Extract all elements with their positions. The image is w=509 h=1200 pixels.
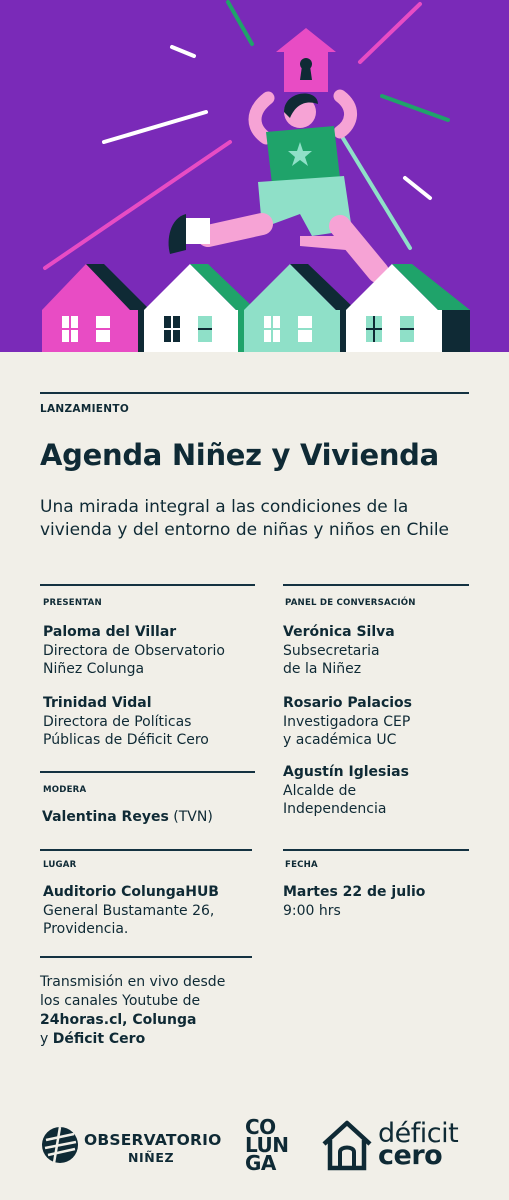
fecha-divider — [283, 849, 469, 851]
stream-info — [40, 973, 270, 1049]
panelist-3 — [283, 763, 409, 819]
observatorio-name: OBSERVATORIO — [84, 1131, 222, 1149]
panelist-role: Alcalde de — [283, 782, 357, 799]
colunga-line: LUN — [245, 1133, 289, 1157]
venue-city: Providencia. — [43, 921, 129, 937]
fecha-label: FECHA — [285, 860, 318, 870]
event-subtitle: Una mirada integral a las condiciones de la vivienda y del entorno de niñas y niños en Chile — [40, 497, 450, 540]
event-title: Agenda Niñez y Vivienda — [40, 438, 439, 472]
presentan-divider — [40, 584, 255, 586]
panelist-role: Investigadora CEP — [283, 713, 411, 730]
event-kicker: LANZAMIENTO — [40, 403, 130, 415]
presenter-name: Trinidad Vidal — [43, 695, 152, 711]
running-child — [169, 94, 378, 272]
event-date-time: 9:00 hrs — [283, 902, 341, 919]
event-date-day: Martes 22 de julio — [283, 884, 426, 900]
top-divider — [40, 392, 469, 394]
panel-divider — [283, 584, 469, 586]
presenter-role: Directora de Políticas — [43, 713, 192, 730]
panel-label: PANEL DE CONVERSACIÓN — [285, 598, 416, 608]
modera-divider — [40, 771, 255, 773]
venue-name: Auditorio ColungaHUB — [43, 884, 219, 900]
colunga-logo — [245, 1115, 297, 1175]
observatorio-mark-icon — [40, 1122, 80, 1168]
modera-label: MODERA — [43, 785, 87, 795]
lugar-divider — [40, 849, 252, 851]
panelist-name: Rosario Palacios — [283, 695, 413, 711]
panelist-name: Verónica Silva — [283, 624, 395, 640]
presenter-2 — [43, 694, 209, 750]
stream-line: Transmisión en vivo desde — [40, 974, 226, 990]
held-house — [276, 28, 336, 92]
panelist-role: Subsecretaria — [283, 642, 380, 659]
hero-illustration — [0, 0, 509, 352]
deficit-word: déficit — [378, 1118, 459, 1149]
presenter-1 — [43, 623, 225, 679]
deficit-cero-logo — [320, 1118, 480, 1172]
lugar-label: LUGAR — [43, 860, 77, 870]
stream-divider — [40, 956, 252, 958]
presentan-label: PRESENTAN — [43, 598, 102, 608]
presenter-role: Directora de Observatorio — [43, 642, 225, 659]
presenter-role: Públicas de Déficit Cero — [43, 732, 209, 748]
venue-address: General Bustamante 26, — [43, 902, 215, 919]
house-icon — [320, 1118, 374, 1172]
presenter-role: Niñez Colunga — [43, 661, 145, 677]
panelist-role: y académica UC — [283, 732, 397, 748]
panelist-role: Independencia — [283, 801, 387, 817]
stream-line-last — [40, 1030, 270, 1049]
colunga-line: CO — [245, 1115, 276, 1139]
stream-prefix: y — [40, 1031, 49, 1047]
houses-row — [42, 264, 470, 352]
moderator-name: Valentina Reyes — [42, 809, 169, 825]
observatorio-logo — [40, 1122, 230, 1168]
moderator-org: (TVN) — [173, 809, 213, 825]
moderator — [42, 809, 213, 825]
stream-channel-deficit: Déficit Cero — [52, 1031, 146, 1047]
stream-channels: 24horas.cl, Colunga — [40, 1012, 197, 1028]
observatorio-sub: NIÑEZ — [128, 1150, 175, 1165]
cero-word: cero — [378, 1140, 443, 1171]
presenter-name: Paloma del Villar — [43, 624, 177, 640]
colunga-line: GA — [245, 1151, 276, 1175]
hero-artwork — [0, 0, 509, 352]
panelist-name: Agustín Iglesias — [283, 764, 409, 780]
stream-line: los canales Youtube de — [40, 993, 201, 1009]
venue — [43, 883, 219, 939]
panelist-1 — [283, 623, 395, 679]
panelist-2 — [283, 694, 412, 750]
event-date — [283, 883, 425, 920]
panelist-role: de la Niñez — [283, 661, 362, 677]
